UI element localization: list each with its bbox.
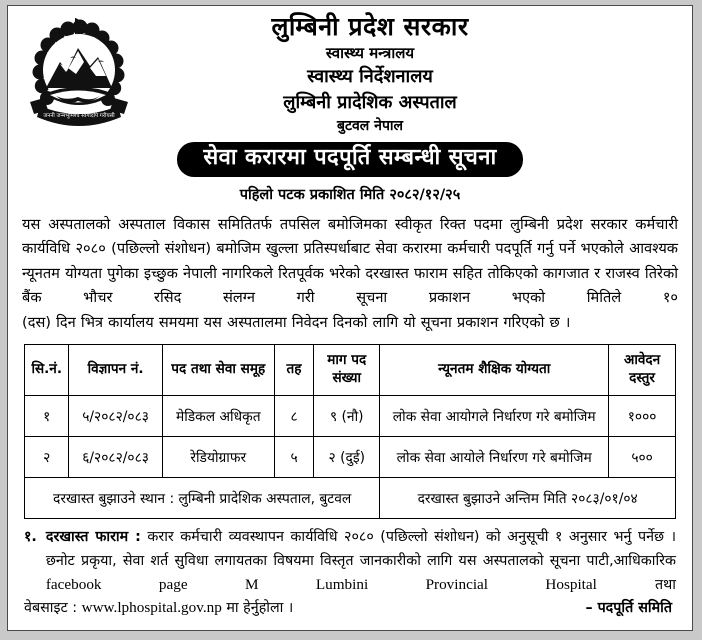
website-and-signature-line (24, 598, 676, 617)
table-footer-row (25, 478, 676, 519)
submission-place: दरखास्त बुझाउने स्थान : लुम्बिनी प्रादेशिक अस्पताल, बुटवल (25, 478, 380, 519)
hospital-location: बुटवल नेपाल (336, 118, 404, 135)
province-government-name: लुम्बिनी प्रदेश सरकार (271, 12, 469, 41)
svg-text:जननी जन्मभूमिश्च स्वर्गादपि गर: जननी जन्मभूमिश्च स्वर्गादपि गरीयसी (43, 113, 115, 119)
cell-qualification: लोक सेवा आयोले निर्धारण गरे बमोजिम (380, 437, 609, 478)
cell-post: मेडिकल अधिकृत (162, 396, 274, 437)
facebook-page-name: facebook page M Lumbini Provincial Hospital (45, 575, 597, 593)
cell-application-fee: ५०० (609, 437, 676, 478)
cell-level: ८ (274, 396, 313, 437)
cell-vacancy-count: ९ (नौ) (314, 396, 380, 437)
header-qualification: न्यूनतम शैक्षिक योग्यता (380, 345, 609, 396)
website-url[interactable]: www.lphospital.gov.np (81, 599, 222, 617)
header-post-service: पद तथा सेवा समूह (162, 345, 274, 396)
header-level: तह (274, 345, 313, 396)
cell-advertisement-no: ५/२०८२/०८३ (69, 396, 162, 437)
note-item-1 (24, 526, 676, 597)
publication-date: पहिलो पटक प्रकाशित मिति २०८२/१२/२५ (239, 186, 461, 203)
submission-deadline: दरखास्त बुझाउने अन्तिम मिति २०८३/०१/०४ (380, 478, 676, 519)
cell-application-fee: १००० (609, 396, 676, 437)
cell-post: रेडियोग्राफर (162, 437, 274, 478)
note-text (46, 526, 676, 597)
committee-signature: – पदपूर्ति समिति (585, 600, 672, 617)
table-header-row (25, 345, 676, 396)
table-row (25, 396, 676, 437)
header-application-fee: आवेदन दस्तुर (609, 345, 676, 396)
document-header (8, 6, 692, 141)
body-text-last-line: (दस) दिन भित्र कार्यालय समयमा यस अस्पतालमा निवेदन दिनको लागि यो सूचना प्रकाशन गरिएको छ । (22, 313, 571, 331)
note-lead-label: दरखास्त फाराम : (45, 529, 141, 546)
nepal-government-emblem-icon (26, 14, 132, 138)
notice-document (7, 5, 693, 631)
cell-advertisement-no: ६/२०८२/०८३ (69, 437, 162, 478)
body-text-main: यस अस्पतालको अस्पताल विकास समितितर्फ तपसिल बमोजिमका स्वीकृत रिक्त पदमा लुम्बिनी प्रदेश सरकार कर्मचारी कार्यविधि २०८० (पछिल्लो संशोधन) बमोजिम खुल्ला प्रतिस्पर्धाबाट सेवा करारमा कर्मचारी पदपूर्ति गर्नु पर्ने भएकोले आवश्यक न्यूनतम योग्यता पुगेका इच्छुक नेपाली नागरिकले रितपूर्वक भरेको दरखास्त फाराम सहित तोकिएको कागजात र राजस्व तिरेको बैंक भौचर रसिद संलग्न गरी सूचना प्रकाशन भएको मितिले १० (22, 215, 678, 307)
cell-level: ५ (274, 437, 313, 478)
hospital-name: लुम्बिनी प्रादेशिक अस्पताल (283, 92, 457, 114)
ministry-name: स्वास्थ्य मन्त्रालय (325, 43, 415, 62)
table-row (25, 437, 676, 478)
note-main-text: करार कर्मचारी व्यवस्थापन कार्यविधि २०८० (पछिल्लो संशोधन) को अनुसूची १ अनुसार भर्नु पर्नेछ । छनोट प्रकृया, सेवा शर्त सुविधा लगायतका विषयमा विस्तृत जानकारीको लागि यस अस्पतालको सूचना पाटी,आधिकारिक (45, 529, 676, 569)
note-number: १. (24, 529, 37, 546)
website-label: वेबसाइट : (24, 600, 82, 617)
notes-section (24, 526, 676, 617)
notice-title-wrap (8, 142, 692, 177)
notice-title-banner: सेवा करारमा पदपूर्ति सम्बन्धी सूचना (177, 142, 522, 177)
cell-serial-no: १ (25, 396, 69, 437)
website-suffix: मा हेर्नुहोला । (221, 600, 294, 617)
cell-vacancy-count: २ (दुई) (314, 437, 380, 478)
header-vacancy-count: माग पद संख्या (314, 345, 380, 396)
directorate-name: स्वास्थ्य निर्देशनालय (307, 66, 433, 87)
notice-body-paragraph (22, 213, 678, 336)
header-advertisement-no: विज्ञापन नं. (69, 345, 162, 396)
header-serial-no: सि.नं. (25, 345, 69, 396)
cell-serial-no: २ (25, 437, 69, 478)
vacancy-table (24, 344, 676, 519)
note-text-after: तथा (596, 576, 676, 593)
website-line (24, 598, 293, 617)
cell-qualification: लोक सेवा आयोगले निर्धारण गरे बमोजिम (380, 396, 609, 437)
